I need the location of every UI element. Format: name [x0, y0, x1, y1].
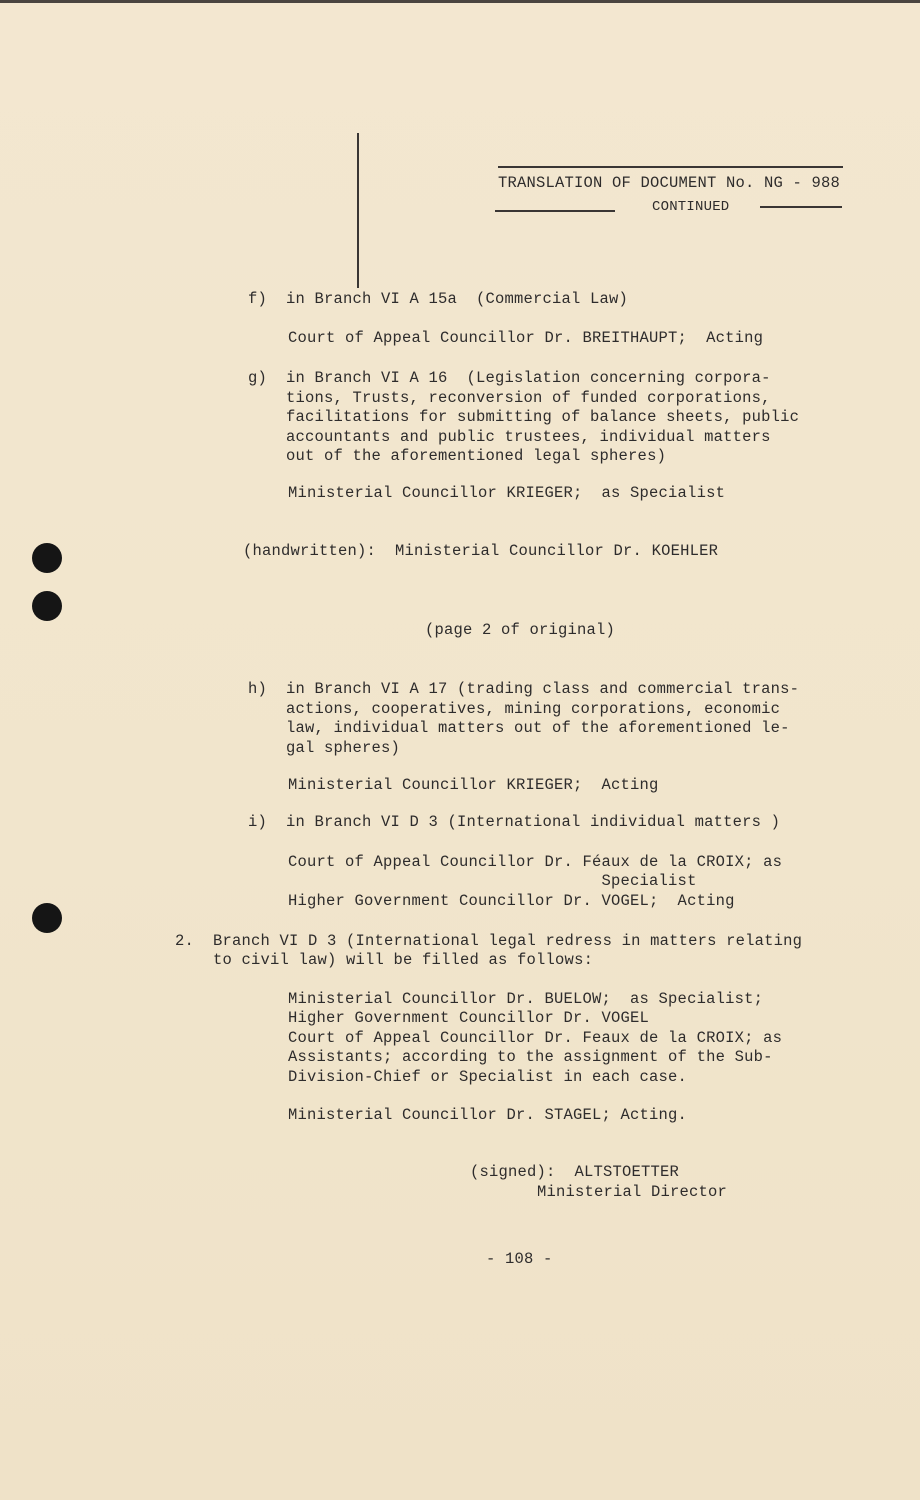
section-2-staff-line: Court of Appeal Councillor Dr. Feaux de la CROIX; as	[288, 1029, 783, 1047]
item-f-branch: f) in Branch VI A 15a (Commercial Law)	[248, 290, 629, 308]
item-i-staff-line: Higher Government Councillor Dr. VOGEL; Acting	[288, 892, 735, 910]
item-i-staff-line: Specialist	[288, 872, 697, 890]
handwritten-note: (handwritten): Ministerial Councillor Dr. KOEHLER	[243, 542, 719, 560]
item-g-line: tions, Trusts, reconversion of funded corporations,	[248, 389, 771, 407]
signature-name: (signed): ALTSTOETTER	[470, 1163, 680, 1181]
item-h-line: law, individual matters out of the aforementioned le-	[248, 719, 790, 737]
section-2-staff-line: Ministerial Councillor Dr. BUELOW; as Specialist;	[288, 990, 764, 1008]
punch-hole-bottom	[32, 903, 62, 933]
continued-label: CONTINUED	[652, 199, 730, 215]
section-2-staff-line: Assistants; according to the assignment of the Sub-	[288, 1048, 773, 1066]
item-h-staff: Ministerial Councillor KRIEGER; Acting	[288, 776, 659, 794]
section-2-acting: Ministerial Councillor Dr. STAGEL; Acting.	[288, 1106, 688, 1124]
item-h-line: actions, cooperatives, mining corporations, economic	[248, 700, 781, 718]
header-top-rule	[498, 166, 843, 168]
section-2-staff-line: Higher Government Councillor Dr. VOGEL	[288, 1009, 650, 1027]
item-f-staff: Court of Appeal Councillor Dr. BREITHAUPT; Acting	[288, 329, 764, 347]
section-2-staff-line: Division-Chief or Specialist in each case.	[288, 1068, 688, 1086]
original-page-note: (page 2 of original)	[425, 621, 616, 639]
header-left-rule	[495, 210, 615, 212]
margin-pen-line	[357, 133, 359, 288]
page-number: - 108 -	[486, 1250, 553, 1268]
signature-role: Ministerial Director	[537, 1183, 728, 1201]
item-g-line: facilitations for submitting of balance sheets, public	[248, 408, 800, 426]
section-2-line: 2. Branch VI D 3 (International legal redress in matters relating	[175, 932, 803, 950]
item-h-line: gal spheres)	[248, 739, 401, 757]
item-g-line: out of the aforementioned legal spheres)	[248, 447, 667, 465]
item-g-line: g) in Branch VI A 16 (Legislation concerning corpora-	[248, 369, 771, 387]
header-right-rule	[760, 206, 842, 208]
punch-hole-top	[32, 543, 62, 573]
document-title: TRANSLATION OF DOCUMENT No. NG - 988	[498, 174, 841, 192]
item-i-staff-line: Court of Appeal Councillor Dr. Féaux de la CROIX; as	[288, 853, 783, 871]
item-g-staff: Ministerial Councillor KRIEGER; as Specialist	[288, 484, 726, 502]
item-h-line: h) in Branch VI A 17 (trading class and commercial trans-	[248, 680, 800, 698]
punch-hole-middle	[32, 591, 62, 621]
item-i-branch: i) in Branch VI D 3 (International individual matters )	[248, 813, 781, 831]
item-g-line: accountants and public trustees, individual matters	[248, 428, 771, 446]
section-2-line: to civil law) will be filled as follows:	[175, 951, 594, 969]
